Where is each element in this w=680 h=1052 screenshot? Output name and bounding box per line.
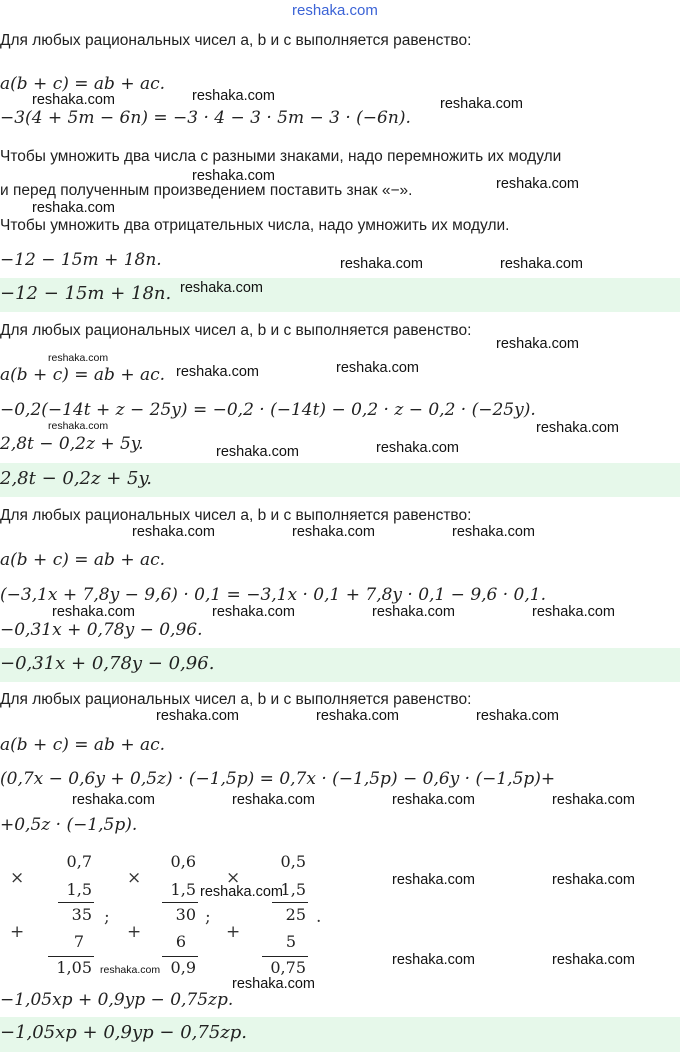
watermark: reshaka.com: [392, 792, 476, 808]
ex4-result: −1,05xp + 0,9yp − 0,75zp.: [0, 990, 234, 1010]
watermark: reshaka.com: [392, 952, 476, 968]
watermark: reshaka.com: [532, 604, 616, 620]
ex4-answer: −1,05xp + 0,9yp − 0,75zp.: [0, 1022, 248, 1043]
plus-sign-2: +: [127, 922, 142, 942]
watermark: reshaka.com: [32, 200, 116, 216]
sep-1: ;: [104, 907, 110, 927]
ex2-answer-band: [0, 463, 680, 497]
ex2-result: 2,8t − 0,2z + 5y.: [0, 434, 144, 454]
col2-line-1: [162, 902, 198, 903]
distributive-1: a(b + c) = ab + ac.: [0, 74, 166, 94]
ex4-answer-band: [0, 1017, 680, 1052]
col2-a: 0,6: [170, 852, 196, 871]
watermark: reshaka.com: [496, 336, 580, 352]
watermark: reshaka.com: [100, 964, 161, 976]
col3-a: 0,5: [280, 852, 306, 871]
watermark: reshaka.com: [292, 524, 376, 540]
site-link[interactable]: reshaka.com: [292, 2, 378, 19]
watermark: reshaka.com: [372, 604, 456, 620]
col2-p1: 30: [175, 905, 196, 924]
watermark: reshaka.com: [552, 952, 636, 968]
distributive-2: a(b + c) = ab + ac.: [0, 365, 166, 385]
watermark: reshaka.com: [48, 352, 109, 364]
watermark: reshaka.com: [336, 360, 420, 376]
col3-line-2: [262, 956, 308, 957]
ex1-expand: −3(4 + 5m − 6n) = −3 · 4 − 3 · 5m − 3 · (−6n).: [0, 108, 411, 128]
watermark: reshaka.com: [536, 420, 620, 436]
distributive-4: a(b + c) = ab + ac.: [0, 735, 166, 755]
ex4-expand2: +0,5z · (−1,5p).: [0, 815, 138, 835]
watermark: reshaka.com: [452, 524, 536, 540]
col3-b: 1,5: [280, 880, 306, 899]
col3-line-1: [272, 902, 308, 903]
col2-b: 1,5: [170, 880, 196, 899]
watermark: reshaka.com: [132, 524, 216, 540]
end-dot: .: [316, 907, 322, 927]
plus-sign-3: +: [226, 922, 241, 942]
ex4-expand1: (0,7x − 0,6y + 0,5z) · (−1,5p) = 0,7x · (−1,5p) − 0,6y · (−1,5p)+: [0, 769, 556, 789]
times-sign-2: ×: [127, 868, 142, 888]
watermark: reshaka.com: [180, 280, 264, 296]
col1-a: 0,7: [66, 852, 92, 871]
ex1-note2: и перед полученным произведением поставить знак «−».: [0, 182, 413, 199]
watermark: reshaka.com: [52, 604, 136, 620]
ex2-expand: −0,2(−14t + z − 25y) = −0,2 · (−14t) − 0,2 · z − 0,2 · (−25y).: [0, 400, 536, 420]
watermark: reshaka.com: [192, 88, 276, 104]
times-sign-1: ×: [10, 868, 25, 888]
watermark: reshaka.com: [212, 604, 296, 620]
col3-r: 0,75: [270, 958, 306, 977]
rule-text-3: Для любых рациональных чисел a, b и c выполняется равенство:: [0, 507, 472, 524]
watermark: reshaka.com: [32, 92, 116, 108]
watermark: reshaka.com: [392, 872, 476, 888]
watermark: reshaka.com: [316, 708, 400, 724]
col1-b: 1,5: [66, 880, 92, 899]
watermark: reshaka.com: [476, 708, 560, 724]
plus-sign-1: +: [10, 922, 25, 942]
ex1-result: −12 − 15m + 18n.: [0, 250, 162, 270]
watermark: reshaka.com: [232, 792, 316, 808]
watermark: reshaka.com: [376, 440, 460, 456]
col1-line-2: [48, 956, 94, 957]
rule-text-2: Для любых рациональных чисел a, b и c выполняется равенство:: [0, 322, 472, 339]
ex3-answer-band: [0, 648, 680, 682]
watermark: reshaka.com: [156, 708, 240, 724]
ex1-note3: Чтобы умножить два отрицательных числа, надо умножить их модули.: [0, 217, 510, 234]
watermark: reshaka.com: [500, 256, 584, 272]
col2-p2: 6: [175, 932, 186, 951]
col2-line-2: [162, 956, 198, 957]
col1-r: 1,05: [56, 958, 92, 977]
watermark: reshaka.com: [200, 884, 284, 900]
col1-p2: 7: [73, 932, 84, 951]
watermark: reshaka.com: [192, 168, 276, 184]
rule-text-1: Для любых рациональных чисел a, b и c выполняется равенство:: [0, 32, 472, 49]
watermark: reshaka.com: [340, 256, 424, 272]
watermark: reshaka.com: [440, 96, 524, 112]
watermark: reshaka.com: [552, 872, 636, 888]
ex3-result: −0,31x + 0,78y − 0,96.: [0, 620, 203, 640]
watermark: reshaka.com: [232, 976, 316, 992]
sep-2: ;: [205, 907, 211, 927]
ex2-answer: 2,8t − 0,2z + 5y.: [0, 468, 152, 489]
watermark: reshaka.com: [552, 792, 636, 808]
col1-p1: 35: [71, 905, 92, 924]
col3-p2: 5: [285, 932, 296, 951]
watermark: reshaka.com: [48, 420, 109, 432]
watermark: reshaka.com: [176, 364, 260, 380]
watermark: reshaka.com: [216, 444, 300, 460]
col1-line-1: [58, 902, 94, 903]
ex1-answer: −12 − 15m + 18n.: [0, 283, 172, 304]
col2-r: 0,9: [170, 958, 196, 977]
ex1-note1: Чтобы умножить два числа с разными знаками, надо перемножить их модули: [0, 148, 562, 165]
ex3-expand: (−3,1x + 7,8y − 9,6) · 0,1 = −3,1x · 0,1 + 7,8y · 0,1 − 9,6 · 0,1.: [0, 585, 547, 605]
col3-p1: 25: [285, 905, 306, 924]
distributive-3: a(b + c) = ab + ac.: [0, 550, 166, 570]
ex3-answer: −0,31x + 0,78y − 0,96.: [0, 653, 215, 674]
rule-text-4: Для любых рациональных чисел a, b и c выполняется равенство:: [0, 691, 472, 708]
watermark: reshaka.com: [72, 792, 156, 808]
ex1-answer-band: [0, 278, 680, 312]
times-sign-3: ×: [226, 868, 241, 888]
watermark: reshaka.com: [496, 176, 580, 192]
